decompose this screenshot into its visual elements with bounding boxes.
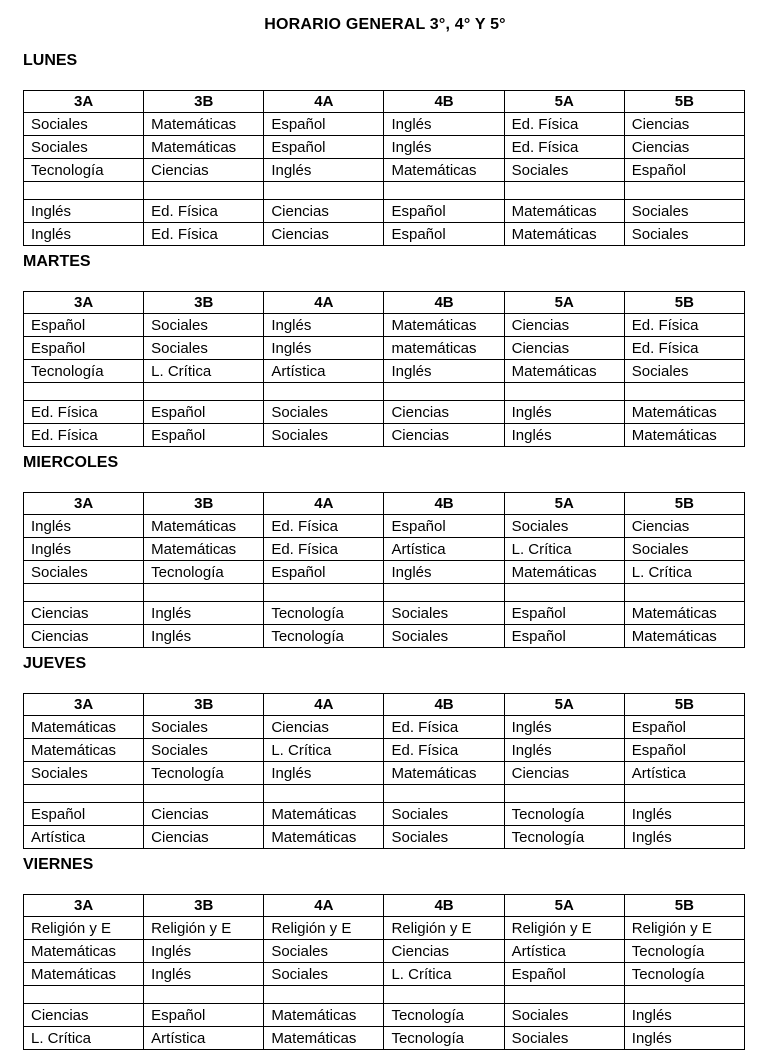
schedule-cell: Español [264,113,384,136]
schedule-cell: Matemáticas [504,200,624,223]
column-header: 3A [24,895,144,917]
schedule-table [23,291,745,447]
schedule-cell: Matemáticas [384,314,504,337]
schedule-row [24,739,745,762]
schedule-header-row [24,694,745,716]
schedule-cell: Matemáticas [384,762,504,785]
schedule-cell: Religión y E [264,917,384,940]
schedule-cell [264,584,384,602]
schedule-cell: Inglés [504,424,624,447]
schedule-row [24,561,745,584]
schedule-cell: Sociales [624,538,744,561]
schedule-cell [384,785,504,803]
schedule-cell: Inglés [624,826,744,849]
schedule-cell: Español [384,223,504,246]
schedule-cell [624,986,744,1004]
column-header: 4B [384,694,504,716]
column-header: 3B [144,895,264,917]
schedule-cell: Ciencias [264,200,384,223]
schedule-cell [384,986,504,1004]
column-header: 5B [624,91,744,113]
column-header: 3A [24,292,144,314]
schedule-cell: Sociales [624,360,744,383]
column-header: 5B [624,292,744,314]
schedule-cell: Ciencias [264,223,384,246]
schedule-cell: Inglés [504,401,624,424]
schedule-cell: Inglés [624,1004,744,1027]
schedule-cell: Sociales [504,1004,624,1027]
schedule-cell: Matemáticas [624,625,744,648]
schedule-cell: Sociales [144,337,264,360]
schedule-row [24,917,745,940]
schedule-cell: Inglés [264,159,384,182]
schedule-cell: Sociales [264,940,384,963]
schedule-cell: Inglés [144,625,264,648]
schedule-cell: Inglés [24,538,144,561]
column-header: 4B [384,493,504,515]
schedule-cell: Ed. Física [624,314,744,337]
schedule-cell: L. Crítica [624,561,744,584]
schedule-cell: Ed. Física [24,424,144,447]
schedule-cell: Inglés [384,561,504,584]
schedule-cell: Español [624,739,744,762]
schedule-cell: Ciencias [384,424,504,447]
schedule-cell: Matemáticas [624,424,744,447]
column-header: 5A [504,292,624,314]
schedule-cell: Español [624,159,744,182]
schedule-cell: Español [144,1004,264,1027]
day-section [23,454,745,648]
column-header: 5B [624,694,744,716]
column-header: 5B [624,493,744,515]
schedule-cell [24,584,144,602]
schedule-row [24,401,745,424]
schedule-cell [624,182,744,200]
column-header: 4A [264,694,384,716]
schedule-cell: Sociales [24,762,144,785]
schedule-cell: Matemáticas [24,739,144,762]
column-header: 4A [264,91,384,113]
schedule-cell: Ciencias [384,401,504,424]
schedule-cell: Religión y E [24,917,144,940]
schedule-cell: Ciencias [504,314,624,337]
schedule-cell: Artística [384,538,504,561]
schedule-cell: Ed. Física [384,739,504,762]
spacer-row [24,182,745,200]
schedule-cell: Sociales [264,963,384,986]
schedule-cell [504,584,624,602]
schedule-cell: L. Crítica [264,739,384,762]
schedule-cell: Matemáticas [144,515,264,538]
day-section [23,52,745,246]
column-header: 5A [504,694,624,716]
schedule-cell: Sociales [504,159,624,182]
schedule-cell: Matemáticas [624,602,744,625]
schedule-cell: Sociales [24,561,144,584]
schedule-cell [504,785,624,803]
schedule-cell [624,584,744,602]
schedule-cell: Tecnología [264,625,384,648]
schedule-cell: Ciencias [384,940,504,963]
schedule-cell [24,785,144,803]
schedule-cell [144,584,264,602]
schedule-cell: Religión y E [624,917,744,940]
schedule-row [24,424,745,447]
schedule-cell: Matemáticas [264,826,384,849]
column-header: 3A [24,493,144,515]
schedule-cell: Sociales [384,602,504,625]
schedule-cell [144,986,264,1004]
schedule-cell: Tecnología [624,963,744,986]
schedule-header-row [24,292,745,314]
schedule-cell: matemáticas [384,337,504,360]
schedule-cell: Inglés [504,739,624,762]
column-header: 4B [384,292,504,314]
schedule-header-row [24,493,745,515]
schedule-row [24,159,745,182]
schedule-cell: Artística [24,826,144,849]
schedule-cell [504,383,624,401]
column-header: 3B [144,292,264,314]
schedule-cell: Inglés [24,200,144,223]
schedule-cell [144,182,264,200]
schedule-cell: Sociales [504,515,624,538]
column-header: 4A [264,292,384,314]
schedule-table [23,894,745,1050]
schedule-cell: Inglés [504,716,624,739]
schedule-row [24,762,745,785]
schedule-cell: Ed. Física [144,223,264,246]
column-header: 4A [264,493,384,515]
schedule-row [24,602,745,625]
schedule-cell: Inglés [264,314,384,337]
schedule-cell: Inglés [144,602,264,625]
schedule-cell: Ed. Física [624,337,744,360]
schedule-cell: Ed. Física [384,716,504,739]
schedule-cell: Español [624,716,744,739]
schedule-cell: Ciencias [24,1004,144,1027]
schedule-cell [144,785,264,803]
schedule-row [24,1004,745,1027]
schedule-row [24,113,745,136]
schedule-cell: Inglés [144,940,264,963]
column-header: 5A [504,895,624,917]
schedule-cell: Español [384,515,504,538]
day-section [23,253,745,447]
schedule-cell [264,383,384,401]
schedule-cell: Matemáticas [264,803,384,826]
day-section [23,856,745,1050]
schedule-cell: Sociales [624,223,744,246]
schedule-cell: Inglés [144,963,264,986]
schedule-cell [624,785,744,803]
schedule-cell: Ciencias [144,826,264,849]
column-header: 4B [384,91,504,113]
schedule-cell: Matemáticas [24,963,144,986]
schedule-cell: Sociales [264,401,384,424]
day-label: MARTES [23,253,91,270]
schedule-cell [24,986,144,1004]
schedule-cell: Inglés [24,515,144,538]
schedule-cell: Matemáticas [504,360,624,383]
schedule-row [24,314,745,337]
schedule-cell [24,182,144,200]
schedule-cell: Tecnología [624,940,744,963]
schedule-cell: Tecnología [144,561,264,584]
schedule-cell: Ed. Física [264,515,384,538]
schedule-cell: Religión y E [384,917,504,940]
schedule-header-row [24,895,745,917]
schedule-cell: Matemáticas [144,136,264,159]
schedule-row [24,1027,745,1050]
schedule-cell: L. Crítica [24,1027,144,1050]
schedule-cell: L. Crítica [384,963,504,986]
day-label: VIERNES [23,856,94,873]
spacer-row [24,986,745,1004]
schedule-cell: L. Crítica [144,360,264,383]
schedule-cell: Tecnología [264,602,384,625]
schedule-row [24,136,745,159]
schedule-cell: Artística [144,1027,264,1050]
schedule-row [24,963,745,986]
column-header: 4B [384,895,504,917]
schedule-cell: Español [384,200,504,223]
schedule-cell: Matemáticas [384,159,504,182]
schedule-cell: Ciencias [264,716,384,739]
schedule-cell: Ciencias [24,602,144,625]
schedule-cell: Español [24,337,144,360]
schedule-cell [504,986,624,1004]
schedule-cell: Sociales [144,314,264,337]
schedule-cell: Inglés [624,803,744,826]
schedule-cell: Matemáticas [504,223,624,246]
schedule-cell: Matemáticas [144,113,264,136]
schedule-cell: Inglés [24,223,144,246]
schedule-table [23,492,745,648]
schedule-days [0,52,770,1050]
schedule-row [24,538,745,561]
schedule-cell: Ciencias [504,762,624,785]
schedule-cell: Sociales [384,826,504,849]
schedule-cell [24,383,144,401]
schedule-row [24,337,745,360]
schedule-cell: Artística [624,762,744,785]
schedule-row [24,625,745,648]
schedule-cell: Español [24,803,144,826]
schedule-cell: Español [24,314,144,337]
schedule-cell: Sociales [384,625,504,648]
spacer-row [24,785,745,803]
schedule-row [24,360,745,383]
schedule-cell: Ed. Física [504,113,624,136]
schedule-cell: Artística [264,360,384,383]
column-header: 3A [24,91,144,113]
schedule-row [24,515,745,538]
schedule-cell: Ed. Física [264,538,384,561]
column-header: 5A [504,91,624,113]
schedule-cell: Matemáticas [624,401,744,424]
schedule-row [24,940,745,963]
schedule-cell: Matemáticas [24,716,144,739]
day-label: LUNES [23,52,78,69]
schedule-cell: Tecnología [24,159,144,182]
schedule-row [24,826,745,849]
schedule-cell: Tecnología [144,762,264,785]
schedule-cell: Ciencias [624,515,744,538]
schedule-cell: Español [504,602,624,625]
schedule-cell: Ed. Física [144,200,264,223]
schedule-cell: Inglés [264,762,384,785]
schedule-row [24,716,745,739]
schedule-cell [384,383,504,401]
spacer-row [24,584,745,602]
schedule-row [24,803,745,826]
schedule-table [23,90,745,246]
schedule-cell [384,182,504,200]
schedule-header-row [24,91,745,113]
day-label: MIERCOLES [23,454,119,471]
schedule-cell: Matemáticas [264,1027,384,1050]
schedule-cell: Sociales [264,424,384,447]
schedule-cell [264,785,384,803]
schedule-cell [144,383,264,401]
column-header: 5A [504,493,624,515]
schedule-cell: Ciencias [624,113,744,136]
spacer-row [24,383,745,401]
schedule-cell: Matemáticas [504,561,624,584]
schedule-cell: Ciencias [504,337,624,360]
schedule-cell: Español [504,963,624,986]
schedule-cell: Sociales [384,803,504,826]
schedule-cell: Tecnología [24,360,144,383]
schedule-cell: Tecnología [504,803,624,826]
schedule-cell: Sociales [24,136,144,159]
schedule-cell: Matemáticas [24,940,144,963]
schedule-cell: Matemáticas [264,1004,384,1027]
schedule-cell [264,986,384,1004]
schedule-cell: Español [144,424,264,447]
schedule-cell: Ciencias [144,159,264,182]
schedule-cell: Sociales [24,113,144,136]
column-header: 3A [24,694,144,716]
column-header: 3B [144,91,264,113]
schedule-cell: Inglés [384,360,504,383]
schedule-cell: Español [504,625,624,648]
column-header: 3B [144,694,264,716]
schedule-cell: Tecnología [384,1004,504,1027]
schedule-cell: Matemáticas [144,538,264,561]
schedule-row [24,200,745,223]
schedule-cell: Español [264,136,384,159]
day-label: JUEVES [23,655,87,672]
schedule-cell: Inglés [384,136,504,159]
schedule-cell [624,383,744,401]
schedule-cell: Ciencias [24,625,144,648]
schedule-table [23,693,745,849]
schedule-cell: Ed. Física [504,136,624,159]
schedule-cell: Sociales [504,1027,624,1050]
schedule-cell [264,182,384,200]
schedule-row [24,223,745,246]
schedule-cell: Sociales [144,716,264,739]
schedule-cell: Español [264,561,384,584]
schedule-cell: Tecnología [504,826,624,849]
schedule-cell: Artística [504,940,624,963]
schedule-cell [504,182,624,200]
schedule-cell: Sociales [624,200,744,223]
schedule-cell: Religión y E [144,917,264,940]
schedule-cell: Inglés [264,337,384,360]
page-title: HORARIO GENERAL 3°, 4° Y 5° [264,16,506,33]
column-header: 3B [144,493,264,515]
schedule-cell: Ciencias [144,803,264,826]
schedule-cell: Inglés [384,113,504,136]
schedule-cell [384,584,504,602]
day-section [23,655,745,849]
column-header: 4A [264,895,384,917]
column-header: 5B [624,895,744,917]
schedule-cell: Ciencias [624,136,744,159]
schedule-cell: Inglés [624,1027,744,1050]
schedule-cell: Español [144,401,264,424]
schedule-cell: Sociales [144,739,264,762]
schedule-cell: Ed. Física [24,401,144,424]
schedule-cell: Tecnología [384,1027,504,1050]
schedule-cell: Religión y E [504,917,624,940]
schedule-cell: L. Crítica [504,538,624,561]
